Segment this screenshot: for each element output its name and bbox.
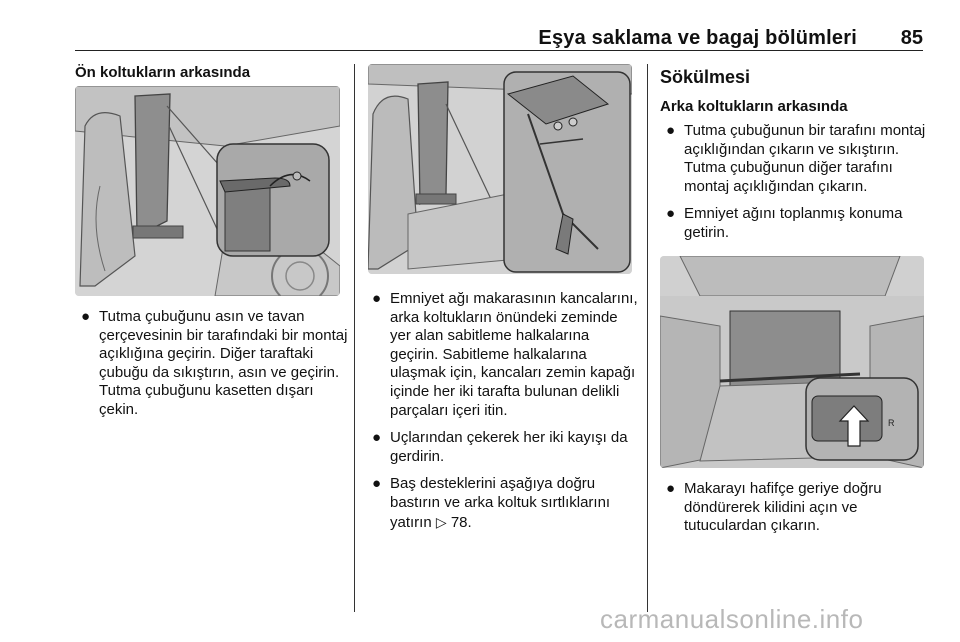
col3-bullets-top [660, 122, 932, 252]
section-title: Eşya saklama ve bagaj bölümleri [538, 27, 857, 49]
list-item: ● Baş desteklerini aşağıya doğru bastırın ve arka koltuk sırtlıklarını yatırın ▷ 78. [372, 475, 611, 531]
page-header [75, 24, 923, 51]
bullet-icon: ● [666, 122, 676, 139]
bullet-icon: ● [81, 308, 91, 325]
list-item: ● Makarayı hafifçe geriye doğru döndürerek kilidini açın ve tutuculardan çıkarın. [666, 480, 882, 535]
subheading-rear-seats: Arka koltukların arkasında [660, 98, 848, 115]
column-divider-2 [647, 64, 648, 612]
figure-cargo-net-roller [660, 256, 924, 468]
col3-bullets-bottom [660, 480, 932, 545]
page-reference-link[interactable]: 78. [450, 513, 472, 531]
col2-bullets [366, 290, 638, 541]
bullet-icon: ● [666, 205, 676, 223]
list-item: ● Uçlarından çekerek her iki kayışı da gerdirin. [372, 429, 628, 465]
bullet-icon: ● [666, 480, 676, 497]
list-item: ● Emniyet ağı makarasının kancalarını, arka koltukların önündeki zeminde yer alan sabitleme halkalarına geçirin. Sabitleme halkalarına ulaşmak için, kancaları zemin kapağı içinde her iki tarafta bulunan delikli parçaları içeri itin. [372, 290, 638, 419]
col1-bullets [75, 308, 350, 429]
list-item: ● Tutma çubuğunu asın ve tavan çerçevesinin bir tarafındaki bir montaj açıklığına geçirin. Diğer taraftaki çubuğu da sıkıştırın, asın ve geçirin. Tutma çubuğunu kasetten dışarı çekin. [81, 308, 348, 418]
bullet-icon: ● [372, 429, 382, 447]
heading-removal: Sökülmesi [660, 67, 751, 87]
column-3 [660, 64, 928, 116]
list-item: ● Tutma çubuğunun bir tarafını montaj açıklığından çıkarın ve sıkıştırın. Tutma çubuğunun diğer tarafını montaj açıklığından çıkarın. [666, 122, 926, 195]
page-number: 85 [900, 27, 923, 49]
subheading-front-seats: Ön koltukların arkasında [75, 64, 251, 81]
column-divider-1 [354, 64, 355, 612]
list-item: ● Emniyet ağını toplanmış konuma getirin. [666, 205, 903, 241]
page-reference-icon: ▷ [435, 513, 447, 530]
column-1 [75, 64, 343, 82]
bullet-icon: ● [372, 475, 382, 493]
watermark: carmanualsonline.info [600, 604, 864, 634]
bullet-icon: ● [372, 290, 382, 307]
figure-rear-seats-net [368, 64, 632, 274]
figure-label-r: R [888, 418, 895, 428]
figure-front-seats-net [75, 86, 340, 296]
